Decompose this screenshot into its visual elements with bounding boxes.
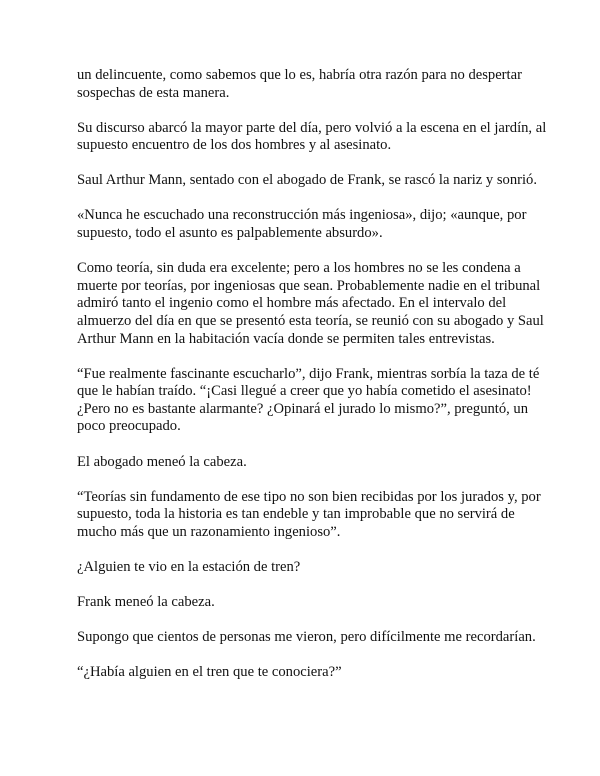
paragraph-6: “Fue realmente fascinante escucharlo”, dijo Frank, mientras sorbía la taza de té que le habían traído. “¡Casi llegué a creer que yo había cometido el asesinato! ¿Pero no es bastante alarmante? ¿Opinará el jurado lo mismo?”, preguntó, un poco preocupado.	[77, 365, 540, 435]
paragraph-11: Supongo que cientos de personas me vieron, pero difícilmente me recordarían.	[77, 629, 536, 646]
paragraph-7: El abogado meneó la cabeza.	[77, 453, 247, 470]
paragraph-4: «Nunca he escuchado una reconstrucción más ingeniosa», dijo; «aunque, por supuesto, todo el asunto es palpablemente absurdo».	[77, 207, 527, 242]
paragraph-3: Saul Arthur Mann, sentado con el abogado de Frank, se rascó la nariz y sonrió.	[77, 172, 537, 189]
paragraph-9: ¿Alguien te vio en la estación de tren?	[77, 558, 301, 575]
paragraph-10: Frank meneó la cabeza.	[77, 593, 215, 610]
document-page	[77, 67, 547, 699]
paragraph-2: Su discurso abarcó la mayor parte del día, pero volvió a la escena en el jardín, al supuesto encuentro de los dos hombres y al asesinato.	[77, 119, 547, 154]
paragraph-12: “¿Había alguien en el tren que te conociera?”	[77, 664, 342, 681]
paragraph-1: un delincuente, como sabemos que lo es, habría otra razón para no despertar sospechas de esta manera.	[77, 67, 522, 101]
paragraph-5: Como teoría, sin duda era excelente; pero a los hombres no se les condena a muerte por teorías, por ingeniosas que sean. Probablemente nadie en el tribunal admiró tanto el ingenio como el hombre más afectado. En el intervalo del almuerzo del día en que se presentó esta teoría, se reunió con su abogado y Saul Arthur Mann en la habitación vacía donde se permiten tales entrevistas.	[77, 260, 544, 347]
paragraph-8: “Teorías sin fundamento de ese tipo no son bien recibidas por los jurados y, por supuesto, toda la historia es tan endeble y tan improbable que no servirá de mucho más que un razonamiento ingenioso”.	[77, 488, 541, 540]
